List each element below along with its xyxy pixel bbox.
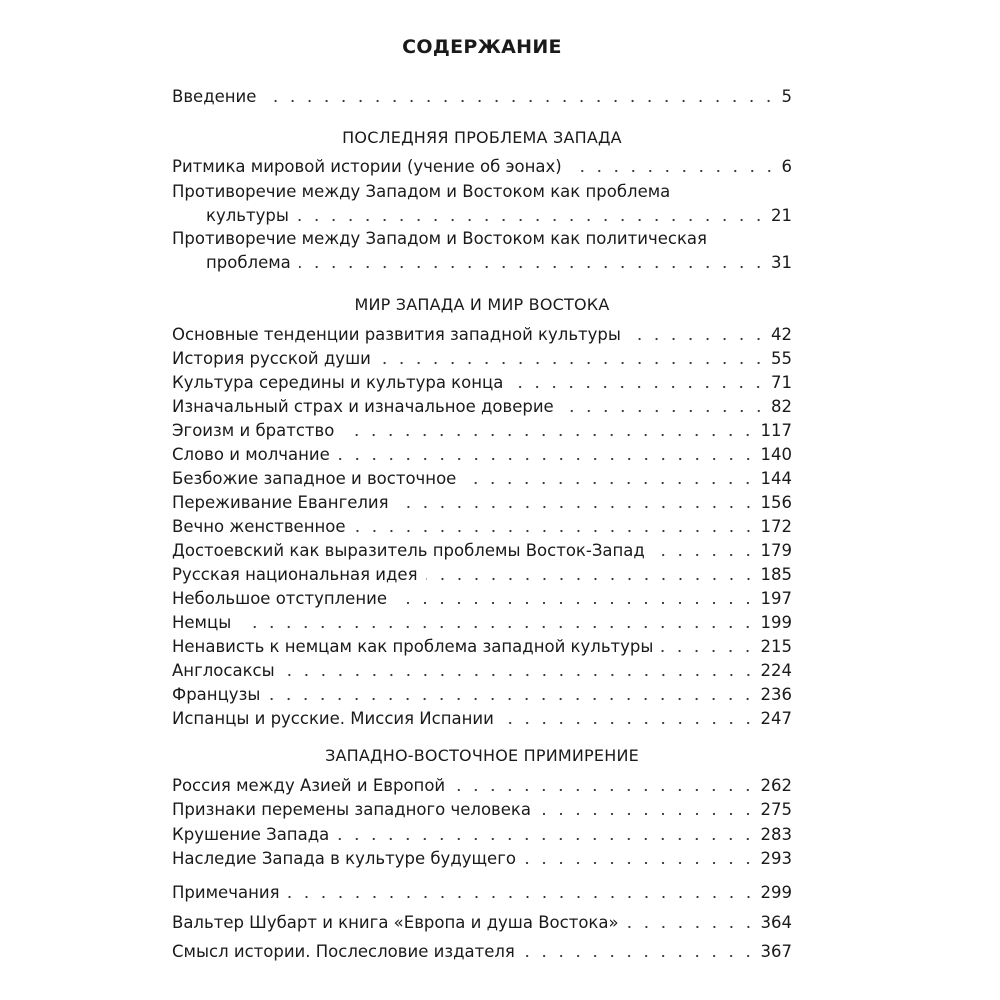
entry-title: Безбожие западное и восточное — [172, 469, 457, 488]
dot-leader — [464, 481, 756, 485]
entry-title: Россия между Азией и Европой — [172, 776, 446, 795]
entry-title: Достоевский как выразитель проблемы Восток-Запад — [172, 541, 645, 560]
toc-entry[interactable] — [172, 252, 792, 274]
entry-title-line1: Противоречие между Западом и Востоком как проблема — [172, 182, 671, 201]
entry-title: История русской души — [172, 349, 371, 368]
dot-leader — [264, 99, 777, 103]
entry-title: Вальтер Шубарт и книга «Европа и душа Востока» — [172, 913, 619, 932]
toc-entry[interactable] — [172, 468, 792, 490]
entry-title: Русская национальная идея — [172, 565, 418, 584]
page-number: 236 — [760, 685, 792, 704]
toc-entry[interactable] — [172, 941, 792, 963]
dot-leader — [299, 265, 767, 269]
page-title: СОДЕРЖАНИЕ — [402, 36, 562, 58]
dot-leader — [426, 577, 757, 581]
entry-title: Испанцы и русские. Миссия Испании — [172, 709, 494, 728]
dot-leader — [395, 601, 757, 605]
toc-entry[interactable] — [172, 444, 792, 466]
toc-entry[interactable] — [172, 156, 792, 178]
page-number: 144 — [760, 469, 792, 488]
page-number: 5 — [781, 87, 792, 106]
dot-leader — [511, 385, 767, 389]
dot-leader — [653, 553, 757, 557]
page-number: 156 — [760, 493, 792, 512]
entry-title: Основные тенденции развития западной культуры — [172, 325, 621, 344]
toc-entry[interactable] — [172, 588, 792, 610]
toc-entry[interactable] — [172, 516, 792, 538]
toc-entry[interactable] — [172, 684, 792, 706]
dot-leader — [502, 721, 757, 725]
entry-title: Немцы — [172, 613, 232, 632]
dot-leader — [354, 529, 757, 533]
page-number: 55 — [771, 349, 792, 368]
page-number: 31 — [771, 253, 792, 272]
page-number: 6 — [781, 157, 792, 176]
entry-title: проблема — [206, 253, 291, 272]
page-number: 82 — [771, 397, 792, 416]
toc-entry[interactable] — [172, 708, 792, 730]
dot-leader — [379, 361, 767, 365]
toc-entry[interactable] — [172, 564, 792, 586]
dot-leader — [268, 697, 756, 701]
toc-entry[interactable] — [172, 612, 792, 634]
dot-leader — [524, 861, 757, 865]
dot-leader — [453, 788, 756, 792]
page-number: 42 — [771, 325, 792, 344]
toc-entry[interactable] — [172, 799, 792, 821]
page-number: 224 — [760, 661, 792, 680]
page-number: 215 — [760, 637, 792, 656]
section-heading: ЗАПАДНО-ВОСТОЧНОЕ ПРИМИРЕНИЕ — [325, 746, 639, 765]
toc-entry[interactable] — [172, 882, 792, 904]
toc-entry[interactable] — [172, 324, 792, 346]
section-heading: МИР ЗАПАДА И МИР ВОСТОКА — [354, 295, 610, 314]
page-number: 247 — [760, 709, 792, 728]
entry-title: Признаки перемены западного человека — [172, 800, 532, 819]
page-number: 117 — [760, 421, 792, 440]
dot-leader — [523, 954, 757, 958]
dot-leader — [570, 169, 778, 173]
dot-leader — [629, 337, 767, 341]
entry-title: Англосаксы — [172, 661, 275, 680]
toc-entry[interactable] — [172, 824, 792, 846]
entry-title: Французы — [172, 685, 261, 704]
page-number: 172 — [760, 517, 792, 536]
entry-title: Смысл истории. Послесловие издателя — [172, 942, 515, 961]
page-number: 197 — [760, 589, 792, 608]
page-number: 262 — [760, 776, 792, 795]
dot-leader — [627, 925, 757, 929]
page-number: 199 — [760, 613, 792, 632]
page-number: 275 — [760, 800, 792, 819]
toc-entry[interactable] — [172, 775, 792, 797]
entry-title: Вечно женственное — [172, 517, 346, 536]
dot-leader — [342, 433, 756, 437]
dot-leader — [239, 625, 756, 629]
entry-title: Переживание Евангелия — [172, 493, 389, 512]
page-number: 367 — [760, 942, 792, 961]
toc-entry[interactable] — [172, 396, 792, 418]
dot-leader — [288, 895, 757, 899]
toc-entry[interactable] — [172, 492, 792, 514]
toc-entry[interactable] — [172, 660, 792, 682]
page-number: 283 — [760, 825, 792, 844]
entry-title: Крушение Запада — [172, 825, 330, 844]
entry-title: Эгоизм и братство — [172, 421, 335, 440]
toc-entry[interactable] — [172, 848, 792, 870]
section-heading: ПОСЛЕДНЯЯ ПРОБЛЕМА ЗАПАДА — [342, 128, 622, 147]
page-number: 293 — [760, 849, 792, 868]
page-number: 21 — [771, 206, 792, 225]
entry-title: Изначальный страх и изначальное доверие — [172, 397, 554, 416]
page-number: 299 — [760, 883, 792, 902]
page-number: 179 — [760, 541, 792, 560]
dot-leader — [283, 673, 757, 677]
entry-title-line1: Противоречие между Западом и Востоком как политическая — [172, 229, 707, 248]
entry-title: культуры — [206, 206, 289, 225]
toc-entry[interactable] — [172, 372, 792, 394]
page-number: 364 — [760, 913, 792, 932]
toc-entry[interactable] — [172, 348, 792, 370]
entry-title: Ненависть к немцам как проблема западной культуры — [172, 637, 654, 656]
entry-title: Небольшое отступление — [172, 589, 387, 608]
entry-title: Примечания — [172, 883, 280, 902]
toc-entry[interactable] — [172, 636, 792, 658]
dot-leader — [661, 649, 756, 653]
entry-title: Слово и молчание — [172, 445, 330, 464]
entry-title: Наследие Запада в культуре будущего — [172, 849, 516, 868]
dot-leader — [338, 457, 757, 461]
dot-leader — [337, 837, 756, 841]
entry-title: Культура середины и культура конца — [172, 373, 504, 392]
page-number: 140 — [760, 445, 792, 464]
dot-leader — [562, 409, 767, 413]
dot-leader — [297, 218, 767, 222]
dot-leader — [397, 505, 757, 509]
toc-entry[interactable] — [172, 540, 792, 562]
toc-entry[interactable] — [172, 205, 792, 227]
page-number: 71 — [771, 373, 792, 392]
toc-entry[interactable] — [172, 912, 792, 934]
toc-entry[interactable] — [172, 420, 792, 442]
entry-title: Ритмика мировой истории (учение об эонах) — [172, 157, 562, 176]
page-number: 185 — [760, 565, 792, 584]
toc-entry[interactable] — [172, 86, 792, 108]
dot-leader — [539, 812, 756, 816]
entry-title: Введение — [172, 87, 257, 106]
